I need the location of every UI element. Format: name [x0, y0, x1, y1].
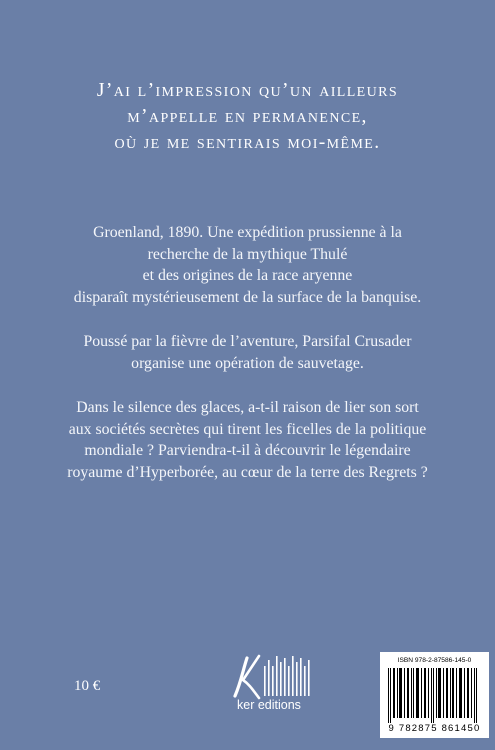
- blurb-line: aux sociétés secrètes qui tirent les ficelles de la politique: [68, 420, 427, 438]
- blurb-line: disparaît mystérieusement de la surface de la banquise.: [73, 288, 422, 306]
- blurb-line: Dans le silence des glaces, a-t-il raison de lier son sort: [76, 399, 419, 416]
- blurb-line: organise une opération de sauvetage.: [131, 354, 364, 372]
- ker-logo-icon: [229, 652, 329, 702]
- blurb-paragraph-2: [0, 331, 495, 374]
- publisher-name: ker editions: [237, 698, 301, 712]
- barcode-bars: [384, 668, 485, 723]
- publisher-logo: [229, 652, 329, 710]
- barcode: [380, 652, 489, 738]
- blurb-line: Groenland, 1890. Une expédition prussienne à la: [93, 224, 402, 241]
- pull-quote: [0, 78, 495, 156]
- blurb-paragraph-1: [0, 222, 495, 308]
- price-label: 10 €: [74, 678, 101, 694]
- blurb-line: mondiale ? Parviendra-t-il à découvrir le légendaire: [84, 442, 411, 459]
- quote-line-2: m’appelle en permanence,: [127, 106, 368, 127]
- isbn-label: ISBN 978-2-87586-145-0: [397, 657, 472, 664]
- blurb-paragraph-3: [0, 397, 495, 483]
- blurb-line: Poussé par la fièvre de l’aventure, Parsifal Crusader: [83, 333, 412, 350]
- quote-line-1: J’ai l’impression qu’un ailleurs: [96, 80, 399, 101]
- blurb-line: royaume d’Hyperborée, au cœur de la terre des Regrets ?: [67, 463, 428, 481]
- blurb-line: et des origines de la race aryenne: [142, 267, 353, 284]
- blurb-line: recherche de la mythique Thulé: [147, 245, 348, 263]
- quote-line-3: où je me sentirais moi-même.: [114, 132, 381, 153]
- barcode-digits: 9 782875 861450: [388, 723, 481, 734]
